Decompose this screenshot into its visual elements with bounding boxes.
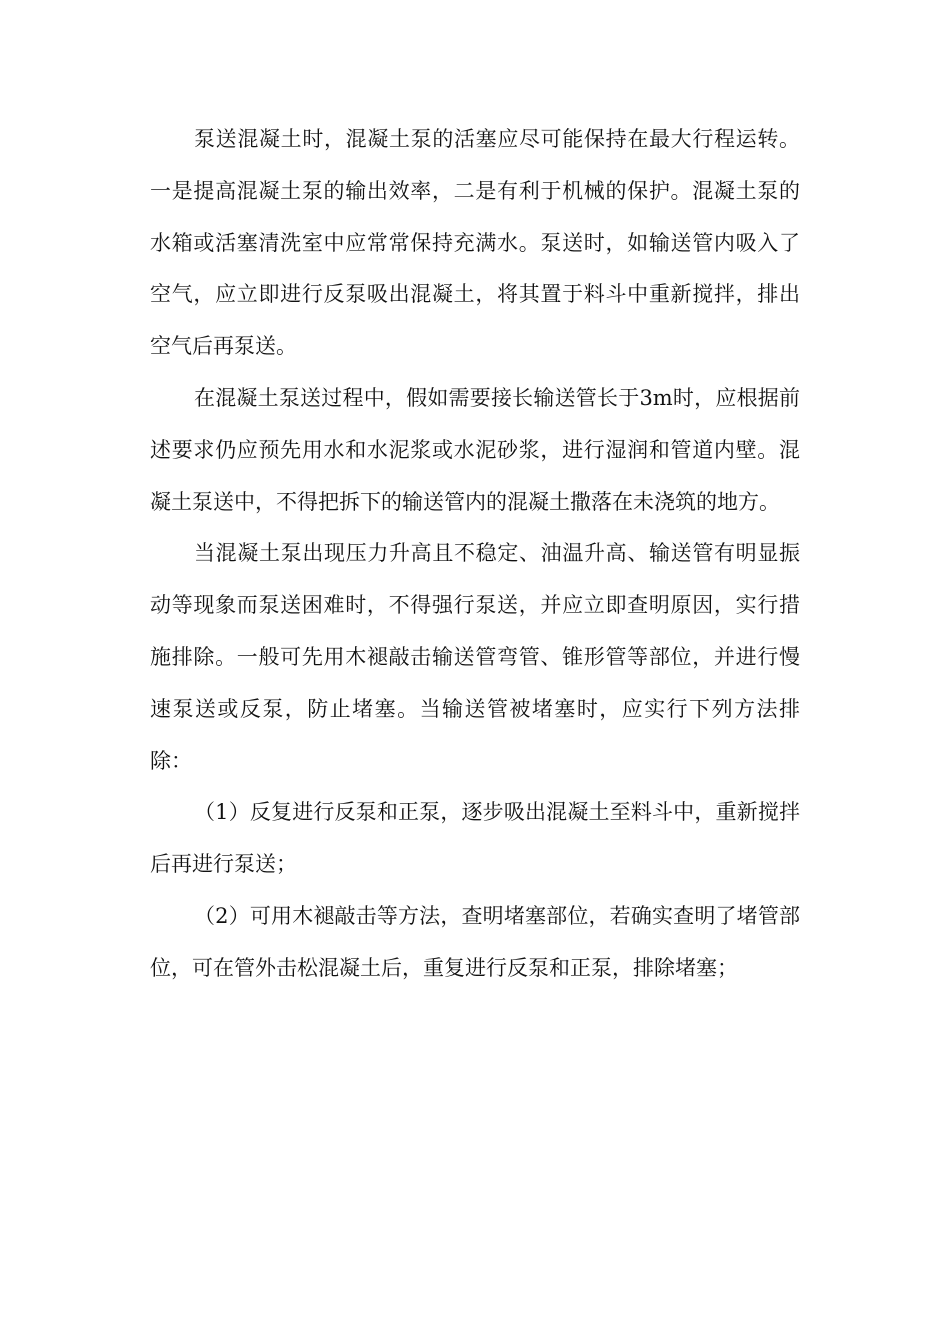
list-item-method-2: （2）可用木褪敲击等方法，查明堵塞部位，若确实查明了堵管部位，可在管外击松混凝土后，重复进行反泵和正泵，排除堵塞；	[150, 903, 800, 980]
paragraph-pipe-extension: 在混凝土泵送过程中，假如需要接长输送管长于3m时，应根据前述要求仍应预先用水和水泥浆或水泥砂浆，进行湿润和管道内壁。混凝土泵送中，不得把拆下的输送管内的混凝土撒落在未浇筑的地方。	[150, 385, 800, 514]
paragraph-blockage-handling: 当混凝土泵出现压力升高且不稳定、油温升高、输送管有明显振动等现象而泵送困难时，不得强行泵送，并应立即查明原因，实行措施排除。一般可先用木褪敲击输送管弯管、锥形管等部位，并进行慢速泵送或反泵，防止堵塞。当输送管被堵塞时，应实行下列方法排除：	[150, 541, 800, 773]
list-item-method-1: （1）反复进行反泵和正泵，逐步吸出混凝土至料斗中，重新搅拌后再进行泵送；	[150, 800, 800, 877]
document-body	[150, 114, 800, 995]
paragraph-pumping-operation: 泵送混凝土时，混凝土泵的活塞应尽可能保持在最大行程运转。一是提高混凝土泵的输出效率，二是有利于机械的保护。混凝土泵的水箱或活塞清洗室中应常常保持充满水。泵送时，如输送管内吸入了空气，应立即进行反泵吸出混凝土，将其置于料斗中重新搅拌，排出空气后再泵送。	[150, 127, 800, 359]
